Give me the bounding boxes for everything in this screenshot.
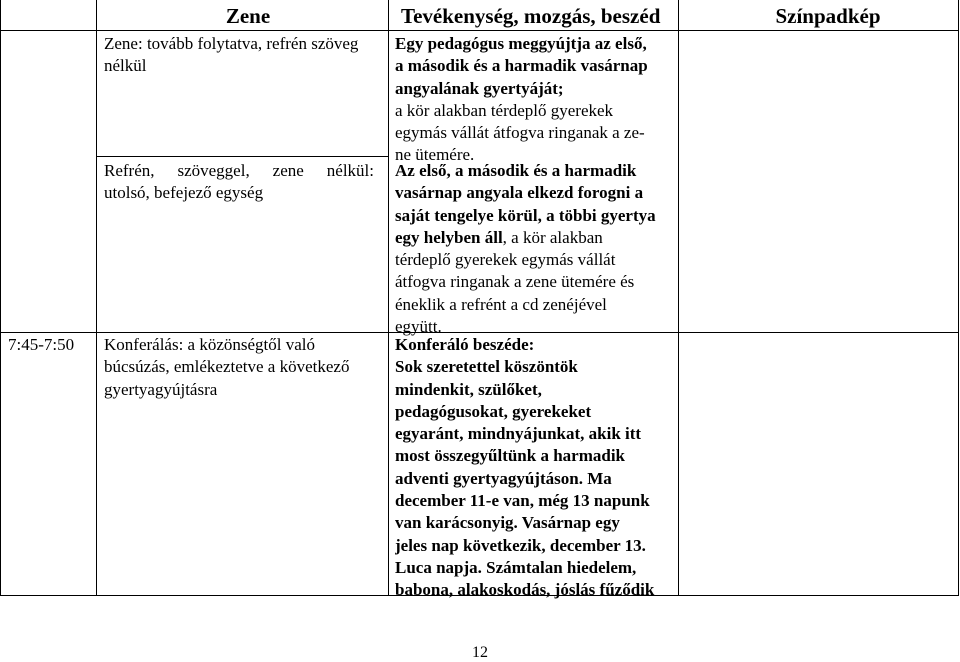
row3-activity [395, 334, 678, 602]
text-line: vasárnap angyala elkezd forogni a [395, 183, 644, 203]
text-line: Az első, a második és a harmadik [395, 161, 637, 180]
header-activity: Tevékenység, mozgás, beszéd [401, 4, 661, 28]
header-music: Zene [225, 4, 271, 28]
text-line: átfogva ringanak a zene ütemére és [395, 272, 635, 292]
text-line: babona, alakoskodás, jóslás fűződik [395, 580, 655, 600]
text-line: együtt. [395, 317, 442, 337]
bold-phrase: egy helyben áll [395, 227, 503, 247]
text-line: Zene: tovább folytatva, refrén szöveg [104, 34, 359, 53]
text-line: éneklik a refrént a cd zenéjével [395, 294, 607, 314]
text-line: búcsúzás, emlékeztetve a következő [104, 357, 350, 377]
plain-phrase: , a kör alakban [502, 227, 603, 247]
text-line: ne ütemére. [395, 145, 475, 165]
row3-music [104, 334, 388, 401]
table-border-col1 [96, 0, 97, 596]
row2-activity [395, 160, 678, 338]
text-line: térdeplő gyerekek egymás vállát [395, 250, 616, 270]
table-border-row2 [96, 156, 389, 157]
text-line: gyertyagyújtásra [104, 379, 218, 399]
row1-music [104, 33, 390, 78]
table-border-header [0, 30, 959, 31]
row2-music [104, 160, 374, 205]
text-line: december 11-e van, még 13 napunk [395, 491, 650, 511]
table-border-col2 [388, 0, 389, 596]
header-stage: Színpadkép [775, 4, 881, 28]
text-line: most összegyűltünk a harmadik [395, 446, 626, 466]
text-line: van karácsonyig. Vasárnap egy [395, 513, 620, 533]
row3-time: 7:45-7:50 [8, 335, 75, 354]
table-border-right [958, 0, 959, 596]
text-line: Refrén, szöveggel, zene nélkül: [104, 161, 374, 180]
text-line: Luca napja. Számtalan hiedelem, [395, 557, 637, 577]
text-line: saját tengelye körül, a többi gyertya [395, 205, 656, 225]
text-line: jeles nap következik, december 13. [395, 535, 646, 555]
text-line: egymás vállát átfogva ringanak a ze- [395, 123, 645, 143]
text-line: mindenkit, szülőket, [395, 379, 542, 399]
table-border-left [0, 0, 1, 596]
text-line: pedagógusokat, gyerekeket [395, 401, 592, 421]
text-line: angyalának gyertyáját; [395, 78, 564, 98]
text-line: Egy pedagógus meggyújtja az első, [395, 34, 647, 53]
page-number: 12 [472, 644, 488, 661]
text-line: utolsó, befejező egység [104, 183, 264, 203]
row1-activity [395, 33, 678, 167]
text-line: Sok szeretettel köszöntök [395, 357, 578, 377]
text-line: egyaránt, mindnyájunkat, akik itt [395, 424, 642, 444]
text-line: a második és a harmadik vasárnap [395, 56, 648, 76]
text-line [395, 227, 678, 249]
table-border-col3 [678, 0, 679, 596]
text-line: nélkül [104, 56, 147, 76]
text-line: Konferáló beszéde: [395, 335, 535, 354]
text-line: a kör alakban térdeplő gyerekek [395, 100, 614, 120]
text-line: adventi gyertyagyújtáson. Ma [395, 468, 612, 488]
text-line: Konferálás: a közönségtől való [104, 335, 316, 354]
